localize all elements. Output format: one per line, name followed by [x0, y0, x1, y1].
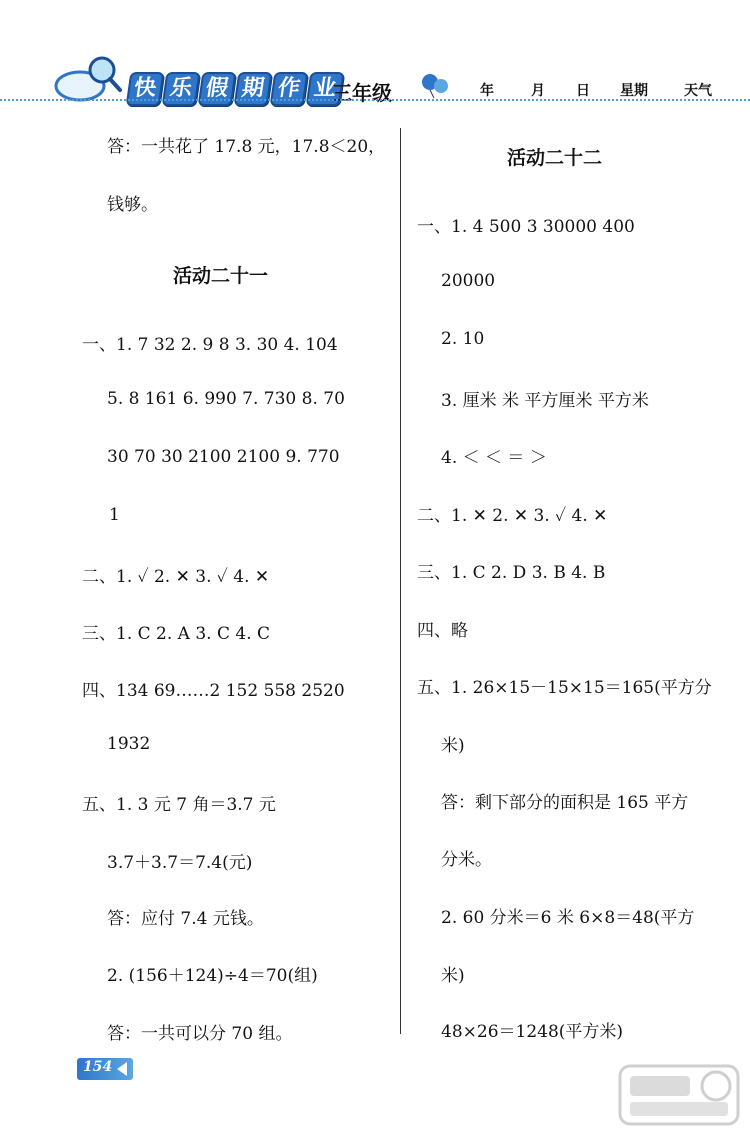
answer-line: 1	[109, 505, 120, 525]
answer-line: 3.7＋3.7＝7.4(元)	[107, 853, 253, 873]
grade-label: 三年级	[332, 81, 392, 105]
answer-line: 一、1. 7 32 2. 9 8 3. 30 4. 104	[82, 335, 338, 355]
title-char: 快	[126, 72, 165, 106]
title-char: 作	[270, 72, 309, 106]
date-field-year: 年	[480, 83, 494, 99]
answer-line: 分米。	[441, 850, 492, 870]
answer-line: 五、1. 26×15－15×15＝165(平方分	[417, 678, 712, 698]
answer-line: 答：应付 7.4 元钱。	[107, 909, 264, 929]
answer-line: 3. 厘米 米 平方厘米 平方米	[441, 391, 649, 411]
answer-line: 三、1. C 2. D 3. B 4. B	[417, 563, 606, 583]
answer-line: 1932	[107, 734, 151, 754]
activity-heading-22: 活动二十二	[507, 147, 603, 169]
page-header	[0, 0, 750, 120]
answer-line: 2. 10	[441, 329, 485, 349]
answer-line: 答：一共可以分 70 组。	[107, 1024, 293, 1044]
answer-line: 四、略	[417, 621, 468, 641]
date-field-day: 日	[576, 83, 590, 99]
answer-line: 四、134 69……2 152 558 2520	[82, 681, 345, 701]
date-field-month: 月	[531, 83, 545, 99]
answer-line: 答：剩下部分的面积是 165 平方	[441, 793, 689, 813]
left-arrow-icon	[117, 1062, 127, 1076]
date-field-weekday: 星期	[620, 83, 648, 99]
answer-line: 答：一共花了 17.8 元，17.8＜20，	[107, 137, 386, 157]
answer-line: 五、1. 3 元 7 角＝3.7 元	[82, 795, 276, 815]
answer-line: 48×26＝1248(平方米)	[441, 1022, 624, 1042]
header-rule	[0, 99, 750, 101]
answer-line: 2. 60 分米＝6 米 6×8＝48(平方	[441, 908, 695, 928]
answer-line: 三、1. C 2. A 3. C 4. C	[82, 624, 271, 644]
page-number: 154	[83, 1059, 113, 1075]
column-divider	[400, 128, 401, 1034]
title-char: 乐	[162, 72, 201, 106]
title-char: 业	[306, 72, 345, 106]
title-char: 期	[234, 72, 273, 106]
answer-line: 米)	[441, 736, 465, 756]
answer-line: 30 70 30 2100 2100 9. 770	[107, 447, 340, 467]
answer-line: 二、1. ✓ 2. ✕ 3. ✓ 4. ✕	[82, 567, 270, 587]
watermark-stamp-icon	[616, 1062, 742, 1128]
title-char: 假	[198, 72, 237, 106]
balloons-icon	[420, 72, 450, 98]
answer-line: 5. 8 161 6. 990 7. 730 8. 70	[107, 389, 345, 409]
answer-line: 2. (156＋124)÷4＝70(组)	[107, 966, 318, 986]
answer-line: 米)	[441, 966, 465, 986]
answer-line: 20000	[441, 271, 496, 291]
answer-line: 4. ＜ ＜ ＝ ＞	[441, 448, 547, 468]
page-number-badge	[77, 1058, 133, 1080]
date-field-weather: 天气	[684, 83, 712, 99]
answer-line: 二、1. ✕ 2. ✕ 3. ✓ 4. ✕	[417, 506, 608, 526]
answer-line: 一、1. 4 500 3 30000 400	[417, 217, 635, 237]
activity-heading-21: 活动二十一	[173, 265, 269, 287]
answer-line: 钱够。	[107, 195, 158, 215]
